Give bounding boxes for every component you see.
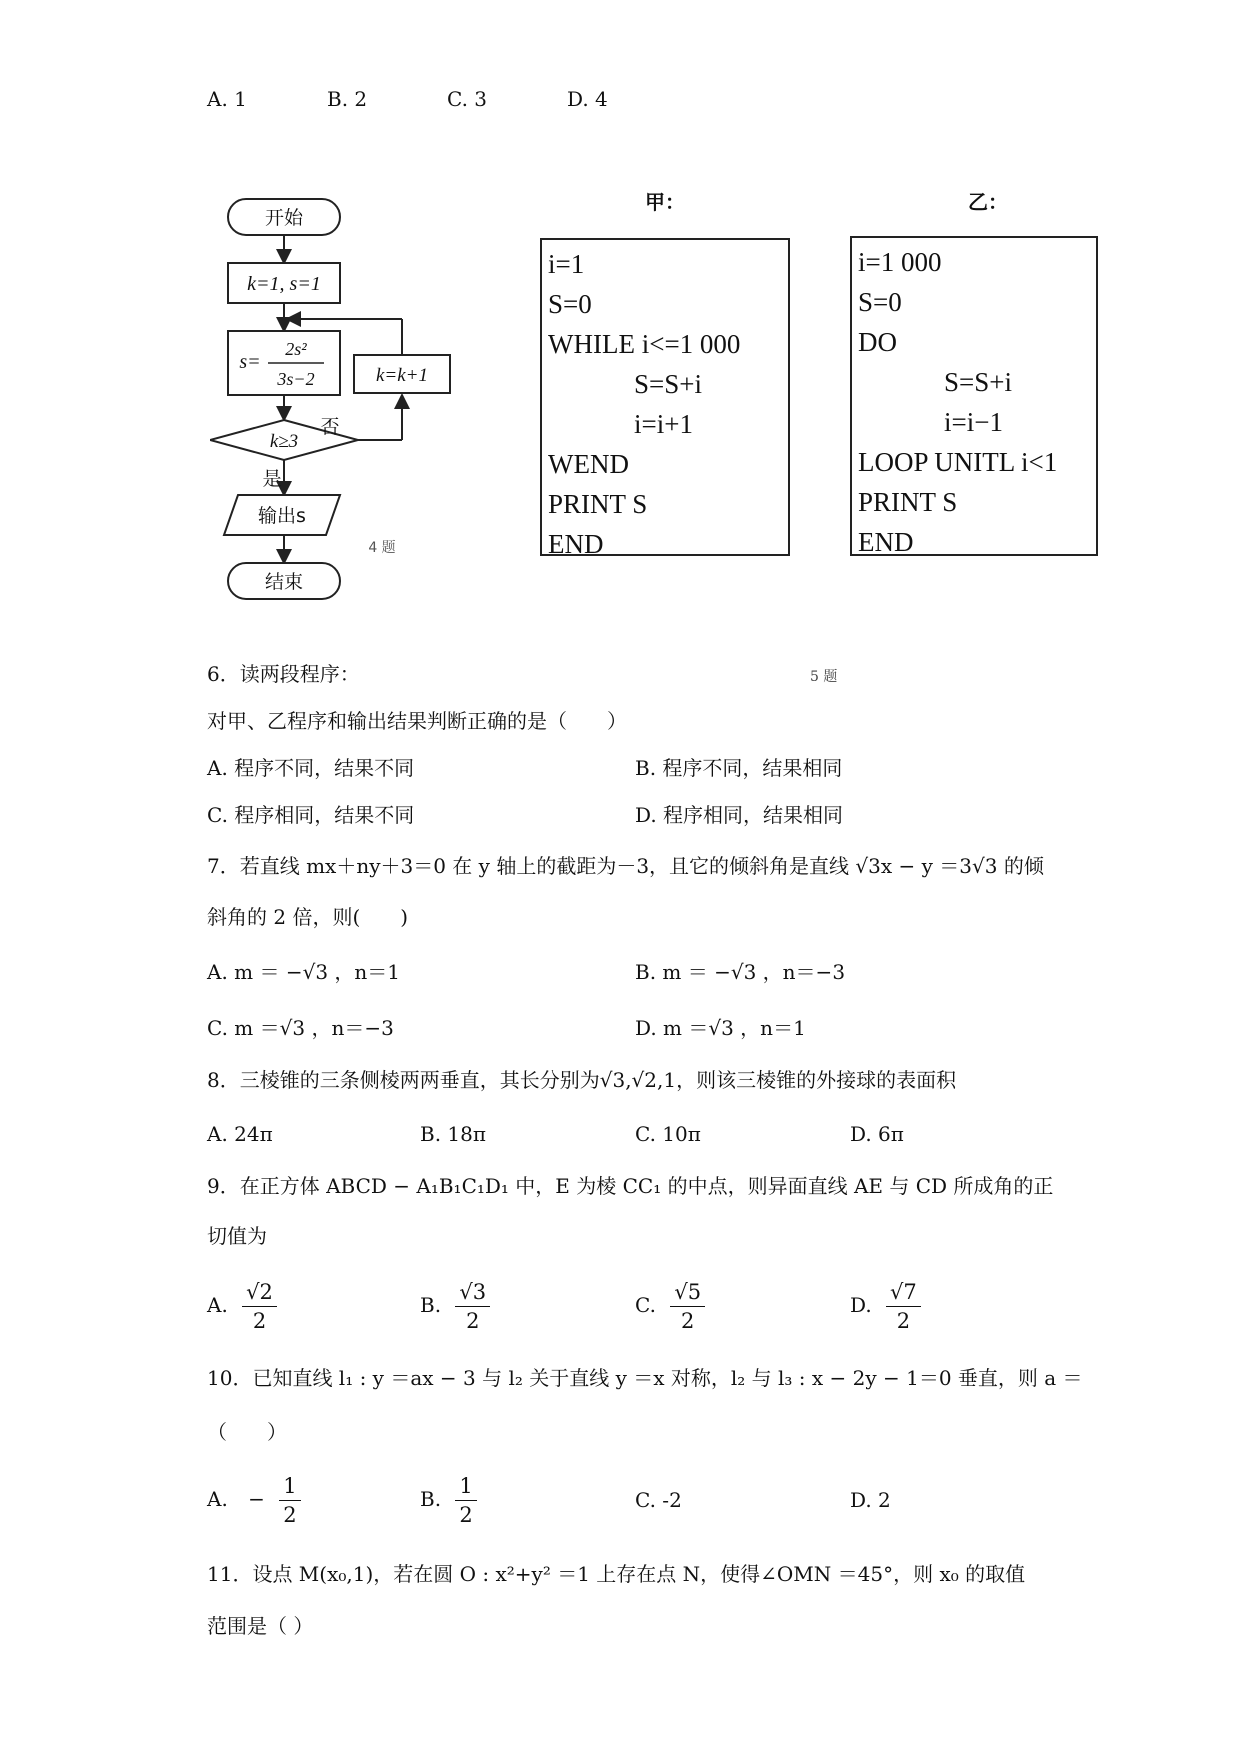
flowchart-no-label: 否 bbox=[320, 416, 340, 438]
q5-option-b: B. 2 bbox=[327, 87, 368, 111]
q6-question: 对甲、乙程序和输出结果判断正确的是（ ） bbox=[207, 709, 627, 733]
program-b-box bbox=[850, 236, 1098, 556]
program-b-line: LOOP UNITL i<1 bbox=[858, 447, 1058, 477]
flowchart-assign-numerator: 2s² bbox=[285, 339, 307, 359]
q7-option-b: B. m ＝ −√3 ，n＝−3 bbox=[635, 960, 846, 984]
q9-option-a-denominator: 2 bbox=[252, 1309, 267, 1333]
q10-option-b bbox=[420, 1472, 477, 1529]
q10-option-a-denominator: 2 bbox=[283, 1503, 297, 1527]
q7-option-c: C. m ＝√3 ，n＝−3 bbox=[207, 1016, 394, 1040]
program-a-line: WHILE i<=1 000 bbox=[548, 329, 741, 359]
q10-option-d: D. 2 bbox=[850, 1488, 891, 1512]
q10-option-a-sign: − bbox=[248, 1487, 265, 1511]
flowchart-yes-label: 是 bbox=[262, 468, 282, 490]
q9-line-1: 9．在正方体 ABCD − A₁B₁C₁D₁ 中，E 为棱 CC₁ 的中点，则异面直线 AE 与 CD 所成角的正 bbox=[207, 1174, 1054, 1198]
q9-option-a bbox=[207, 1278, 277, 1335]
flowchart-diagram bbox=[210, 195, 470, 605]
q9-option-b-label: B. bbox=[420, 1293, 442, 1317]
q10-option-c: C. -2 bbox=[635, 1488, 682, 1512]
program-b-line: S=S+i bbox=[944, 367, 1012, 397]
program-a-line: END bbox=[548, 529, 604, 559]
q9-option-c-denominator: 2 bbox=[681, 1309, 695, 1333]
program-a-title: 甲： bbox=[645, 190, 685, 214]
q9-option-c-label: C. bbox=[635, 1293, 656, 1317]
q9-option-d-denominator: 2 bbox=[896, 1309, 911, 1333]
program-b-line: PRINT S bbox=[858, 487, 958, 517]
q10-option-b-denominator: 2 bbox=[459, 1503, 473, 1527]
q10-option-a-label: A. bbox=[207, 1487, 228, 1511]
q9-option-a-numerator: √2 bbox=[242, 1278, 277, 1307]
q8-option-d: D. 6π bbox=[850, 1122, 904, 1146]
q11-line-2: 范围是（ ） bbox=[207, 1614, 314, 1638]
q10-line-2: （ ） bbox=[207, 1420, 287, 1444]
q9-option-a-label: A. bbox=[207, 1293, 228, 1317]
program-a-line: S=S+i bbox=[634, 369, 702, 399]
q10-option-b-numerator: 1 bbox=[455, 1472, 476, 1501]
q9-option-b bbox=[420, 1278, 490, 1335]
program-a-line: i=i+1 bbox=[634, 409, 693, 439]
program-a-line: WEND bbox=[548, 449, 629, 479]
flowchart-condition-label: k≥3 bbox=[269, 431, 299, 452]
q5-option-c: C. 3 bbox=[447, 87, 488, 111]
q10-option-b-label: B. bbox=[420, 1487, 442, 1511]
q9-option-b-numerator: √3 bbox=[455, 1278, 490, 1307]
q10-option-a bbox=[207, 1472, 301, 1529]
flowchart-init-label: k=1, s=1 bbox=[247, 273, 321, 295]
program-b-line: i=1 000 bbox=[858, 247, 942, 277]
flowchart-assign-lhs: s= bbox=[239, 351, 261, 373]
program-b-line: END bbox=[858, 527, 914, 557]
program-a-box bbox=[540, 238, 790, 559]
q6-stem: 6．读两段程序： bbox=[207, 662, 360, 686]
program-caption: 5 题 bbox=[810, 669, 838, 685]
q8-option-a: A. 24π bbox=[207, 1122, 273, 1146]
q9-option-d-label: D. bbox=[850, 1293, 872, 1317]
q9-option-b-denominator: 2 bbox=[466, 1309, 480, 1333]
q9-line-2: 切值为 bbox=[207, 1224, 267, 1248]
q9-option-d-numerator: √7 bbox=[886, 1278, 921, 1307]
q8-option-c: C. 10π bbox=[635, 1122, 701, 1146]
program-b-line: DO bbox=[858, 327, 897, 357]
program-a-line: S=0 bbox=[548, 289, 592, 319]
q7-line-2: 斜角的 2 倍，则( ) bbox=[207, 905, 409, 929]
q10-line-1: 10．已知直线 l₁ : y ＝ax − 3 与 l₂ 关于直线 y ＝x 对称，l₂ 与 l₃ : x − 2y − 1＝0 垂直，则 a ＝ bbox=[207, 1366, 1083, 1390]
flowchart-end-label: 结束 bbox=[264, 571, 304, 593]
program-a-line: PRINT S bbox=[548, 489, 648, 519]
q6-option-b: B. 程序不同，结果相同 bbox=[635, 756, 843, 780]
q9-option-d bbox=[850, 1278, 921, 1335]
flowchart-output-label: 输出s bbox=[258, 505, 306, 527]
q5-option-a: A. 1 bbox=[207, 87, 247, 111]
flowchart-start-label: 开始 bbox=[264, 207, 304, 229]
program-a-line: i=1 bbox=[548, 249, 585, 279]
program-b-line: i=i−1 bbox=[944, 407, 1003, 437]
flowchart-increment-label: k=k+1 bbox=[375, 365, 429, 386]
program-b-title: 乙： bbox=[968, 190, 1008, 214]
q9-option-c-numerator: √5 bbox=[670, 1278, 705, 1307]
q7-line-1: 7．若直线 mx＋ny＋3＝0 在 y 轴上的截距为－3，且它的倾斜角是直线 √3x − y ＝3√3 的倾 bbox=[207, 854, 1044, 878]
q6-option-c: C. 程序相同，结果不同 bbox=[207, 803, 415, 827]
q7-option-d: D. m ＝√3 ，n＝1 bbox=[635, 1016, 806, 1040]
q11-line-1: 11．设点 M(x₀,1)，若在圆 O : x²+y² ＝1 上存在点 N，使得∠OMN ＝45°，则 x₀ 的取值 bbox=[207, 1562, 1026, 1586]
flowchart-caption: 4 题 bbox=[368, 540, 396, 556]
q8-stem: 8．三棱锥的三条侧棱两两垂直，其长分别为√3,√2,1，则该三棱锥的外接球的表面积 bbox=[207, 1068, 957, 1092]
q10-option-a-numerator: 1 bbox=[279, 1472, 300, 1501]
flowchart-assign-denominator: 3s−2 bbox=[277, 369, 315, 389]
q7-option-a: A. m ＝ −√3 ，n＝1 bbox=[207, 960, 401, 984]
q8-option-b: B. 18π bbox=[420, 1122, 487, 1146]
q5-option-d: D. 4 bbox=[567, 87, 608, 111]
q6-option-a: A. 程序不同，结果不同 bbox=[207, 756, 415, 780]
q6-option-d: D. 程序相同，结果相同 bbox=[635, 803, 844, 827]
q9-option-c bbox=[635, 1278, 705, 1335]
program-b-line: S=0 bbox=[858, 287, 902, 317]
